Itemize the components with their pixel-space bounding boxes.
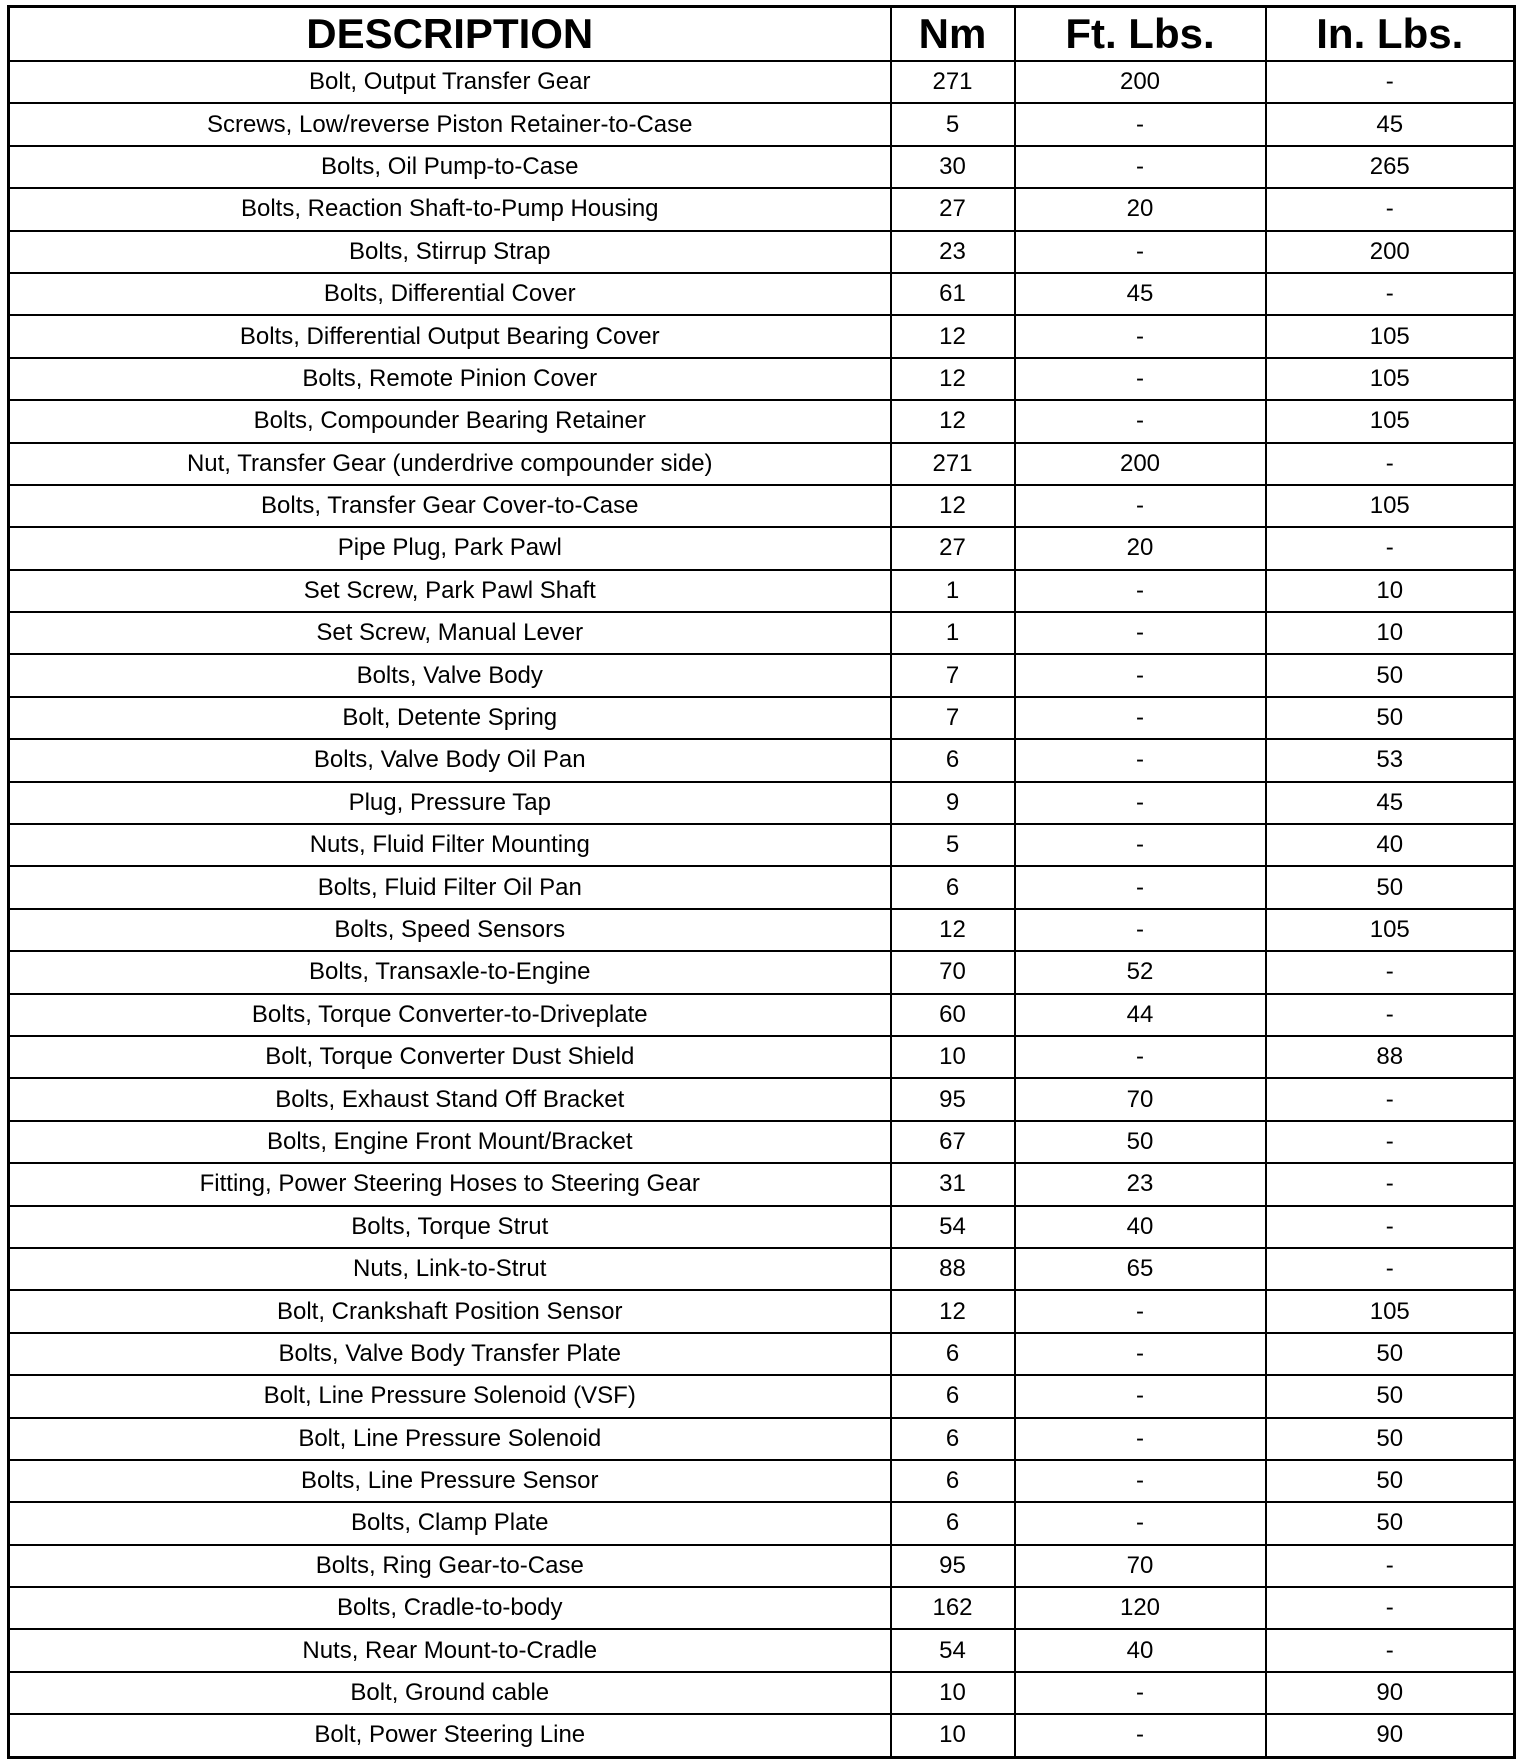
cell-description: Set Screw, Park Pawl Shaft — [9, 570, 891, 612]
table-row — [9, 570, 1515, 612]
cell-nm: 12 — [891, 400, 1015, 442]
cell-description: Plug, Pressure Tap — [9, 782, 891, 824]
cell-description: Bolts, Valve Body Oil Pan — [9, 739, 891, 781]
cell-nm: 12 — [891, 485, 1015, 527]
cell-nm: 61 — [891, 273, 1015, 315]
cell-ft-lbs: - — [1015, 739, 1266, 781]
cell-description: Nuts, Link-to-Strut — [9, 1248, 891, 1290]
cell-ft-lbs: 44 — [1015, 994, 1266, 1036]
cell-in-lbs: - — [1266, 1121, 1515, 1163]
cell-in-lbs: 50 — [1266, 1375, 1515, 1417]
cell-description: Bolts, Valve Body Transfer Plate — [9, 1333, 891, 1375]
cell-nm: 95 — [891, 1078, 1015, 1120]
cell-in-lbs: - — [1266, 994, 1515, 1036]
cell-ft-lbs: 65 — [1015, 1248, 1266, 1290]
cell-nm: 7 — [891, 697, 1015, 739]
cell-ft-lbs: - — [1015, 654, 1266, 696]
cell-in-lbs: 105 — [1266, 315, 1515, 357]
header-in-lbs: In. Lbs. — [1266, 7, 1515, 62]
cell-in-lbs: - — [1266, 1248, 1515, 1290]
cell-nm: 23 — [891, 231, 1015, 273]
table-row — [9, 1545, 1515, 1587]
cell-in-lbs: - — [1266, 1163, 1515, 1205]
cell-ft-lbs: - — [1015, 866, 1266, 908]
cell-ft-lbs: 20 — [1015, 188, 1266, 230]
cell-nm: 70 — [891, 951, 1015, 993]
table-row — [9, 994, 1515, 1036]
cell-description: Nuts, Rear Mount-to-Cradle — [9, 1629, 891, 1671]
cell-in-lbs: 50 — [1266, 1418, 1515, 1460]
cell-ft-lbs: - — [1015, 909, 1266, 951]
cell-ft-lbs: - — [1015, 231, 1266, 273]
cell-ft-lbs: 200 — [1015, 443, 1266, 485]
cell-ft-lbs: 40 — [1015, 1206, 1266, 1248]
cell-ft-lbs: 50 — [1015, 1121, 1266, 1163]
cell-in-lbs: 200 — [1266, 231, 1515, 273]
cell-ft-lbs: - — [1015, 103, 1266, 145]
cell-in-lbs: - — [1266, 527, 1515, 569]
cell-description: Nuts, Fluid Filter Mounting — [9, 824, 891, 866]
cell-ft-lbs: - — [1015, 697, 1266, 739]
cell-nm: 1 — [891, 612, 1015, 654]
cell-nm: 12 — [891, 1290, 1015, 1332]
table-header-row — [9, 7, 1515, 62]
cell-ft-lbs: 52 — [1015, 951, 1266, 993]
cell-nm: 27 — [891, 188, 1015, 230]
cell-in-lbs: 265 — [1266, 146, 1515, 188]
cell-nm: 6 — [891, 739, 1015, 781]
cell-nm: 54 — [891, 1629, 1015, 1671]
torque-spec-sheet — [7, 5, 1513, 1759]
cell-nm: 7 — [891, 654, 1015, 696]
cell-description: Bolt, Output Transfer Gear — [9, 61, 891, 103]
cell-in-lbs: - — [1266, 1629, 1515, 1671]
table-row — [9, 612, 1515, 654]
cell-nm: 271 — [891, 61, 1015, 103]
cell-in-lbs: 88 — [1266, 1036, 1515, 1078]
cell-ft-lbs: - — [1015, 1714, 1266, 1757]
cell-description: Bolts, Ring Gear-to-Case — [9, 1545, 891, 1587]
table-body — [9, 61, 1515, 1757]
cell-in-lbs: 50 — [1266, 1333, 1515, 1375]
cell-ft-lbs: - — [1015, 824, 1266, 866]
cell-nm: 12 — [891, 909, 1015, 951]
cell-in-lbs: 53 — [1266, 739, 1515, 781]
cell-description: Bolts, Differential Cover — [9, 273, 891, 315]
cell-in-lbs: - — [1266, 951, 1515, 993]
cell-in-lbs: 105 — [1266, 358, 1515, 400]
cell-description: Fitting, Power Steering Hoses to Steering Gear — [9, 1163, 891, 1205]
table-row — [9, 1078, 1515, 1120]
cell-ft-lbs: - — [1015, 1036, 1266, 1078]
table-row — [9, 61, 1515, 103]
cell-description: Bolts, Compounder Bearing Retainer — [9, 400, 891, 442]
cell-in-lbs: 105 — [1266, 909, 1515, 951]
cell-description: Bolt, Crankshaft Position Sensor — [9, 1290, 891, 1332]
cell-ft-lbs: 200 — [1015, 61, 1266, 103]
cell-description: Bolts, Engine Front Mount/Bracket — [9, 1121, 891, 1163]
cell-ft-lbs: 70 — [1015, 1545, 1266, 1587]
cell-description: Bolts, Remote Pinion Cover — [9, 358, 891, 400]
cell-description: Bolts, Oil Pump-to-Case — [9, 146, 891, 188]
cell-nm: 12 — [891, 315, 1015, 357]
table-row — [9, 1290, 1515, 1332]
table-row — [9, 782, 1515, 824]
cell-ft-lbs: - — [1015, 1290, 1266, 1332]
cell-nm: 5 — [891, 103, 1015, 145]
cell-nm: 6 — [891, 1418, 1015, 1460]
table-row — [9, 146, 1515, 188]
cell-ft-lbs: - — [1015, 315, 1266, 357]
cell-nm: 271 — [891, 443, 1015, 485]
table-row — [9, 697, 1515, 739]
table-row — [9, 1375, 1515, 1417]
table-row — [9, 654, 1515, 696]
cell-ft-lbs: - — [1015, 485, 1266, 527]
cell-description: Bolts, Reaction Shaft-to-Pump Housing — [9, 188, 891, 230]
cell-nm: 30 — [891, 146, 1015, 188]
table-row — [9, 273, 1515, 315]
cell-ft-lbs: 70 — [1015, 1078, 1266, 1120]
table-row — [9, 824, 1515, 866]
cell-ft-lbs: - — [1015, 1672, 1266, 1714]
table-row — [9, 1121, 1515, 1163]
table-row — [9, 400, 1515, 442]
cell-description: Bolts, Speed Sensors — [9, 909, 891, 951]
cell-description: Bolts, Clamp Plate — [9, 1502, 891, 1544]
cell-nm: 6 — [891, 866, 1015, 908]
cell-description: Pipe Plug, Park Pawl — [9, 527, 891, 569]
cell-in-lbs: 105 — [1266, 1290, 1515, 1332]
cell-description: Bolts, Differential Output Bearing Cover — [9, 315, 891, 357]
cell-in-lbs: 10 — [1266, 612, 1515, 654]
cell-nm: 88 — [891, 1248, 1015, 1290]
header-nm: Nm — [891, 7, 1015, 62]
cell-description: Bolts, Transfer Gear Cover-to-Case — [9, 485, 891, 527]
cell-in-lbs: 40 — [1266, 824, 1515, 866]
torque-spec-table — [7, 5, 1516, 1759]
table-row — [9, 1629, 1515, 1671]
cell-nm: 54 — [891, 1206, 1015, 1248]
table-row — [9, 527, 1515, 569]
cell-nm: 95 — [891, 1545, 1015, 1587]
cell-in-lbs: 50 — [1266, 697, 1515, 739]
cell-nm: 10 — [891, 1714, 1015, 1757]
cell-nm: 1 — [891, 570, 1015, 612]
cell-in-lbs: - — [1266, 188, 1515, 230]
table-row — [9, 188, 1515, 230]
cell-in-lbs: 45 — [1266, 782, 1515, 824]
cell-ft-lbs: - — [1015, 612, 1266, 654]
cell-nm: 6 — [891, 1502, 1015, 1544]
cell-ft-lbs: 20 — [1015, 527, 1266, 569]
cell-description: Bolt, Detente Spring — [9, 697, 891, 739]
cell-in-lbs: - — [1266, 1587, 1515, 1629]
cell-description: Bolts, Fluid Filter Oil Pan — [9, 866, 891, 908]
cell-in-lbs: 10 — [1266, 570, 1515, 612]
cell-ft-lbs: - — [1015, 358, 1266, 400]
table-row — [9, 1418, 1515, 1460]
cell-nm: 5 — [891, 824, 1015, 866]
cell-in-lbs: 50 — [1266, 654, 1515, 696]
cell-in-lbs: 50 — [1266, 1460, 1515, 1502]
header-ft-lbs: Ft. Lbs. — [1015, 7, 1266, 62]
table-row — [9, 443, 1515, 485]
cell-description: Bolt, Power Steering Line — [9, 1714, 891, 1757]
cell-in-lbs: 105 — [1266, 400, 1515, 442]
table-row — [9, 951, 1515, 993]
cell-nm: 6 — [891, 1375, 1015, 1417]
table-row — [9, 1672, 1515, 1714]
cell-nm: 10 — [891, 1036, 1015, 1078]
cell-in-lbs: 50 — [1266, 1502, 1515, 1544]
cell-in-lbs: 90 — [1266, 1714, 1515, 1757]
cell-ft-lbs: 120 — [1015, 1587, 1266, 1629]
cell-ft-lbs: - — [1015, 400, 1266, 442]
cell-ft-lbs: 40 — [1015, 1629, 1266, 1671]
cell-description: Bolt, Ground cable — [9, 1672, 891, 1714]
cell-nm: 6 — [891, 1460, 1015, 1502]
cell-in-lbs: 45 — [1266, 103, 1515, 145]
cell-nm: 6 — [891, 1333, 1015, 1375]
cell-nm: 67 — [891, 1121, 1015, 1163]
cell-description: Bolt, Line Pressure Solenoid — [9, 1418, 891, 1460]
cell-in-lbs: - — [1266, 1078, 1515, 1120]
table-row — [9, 1460, 1515, 1502]
cell-description: Bolt, Line Pressure Solenoid (VSF) — [9, 1375, 891, 1417]
table-row — [9, 1248, 1515, 1290]
table-row — [9, 739, 1515, 781]
table-row — [9, 866, 1515, 908]
cell-description: Bolts, Transaxle-to-Engine — [9, 951, 891, 993]
cell-description: Bolts, Torque Converter-to-Driveplate — [9, 994, 891, 1036]
cell-ft-lbs: - — [1015, 570, 1266, 612]
table-row — [9, 1714, 1515, 1757]
cell-ft-lbs: 45 — [1015, 273, 1266, 315]
cell-ft-lbs: - — [1015, 1460, 1266, 1502]
cell-nm: 10 — [891, 1672, 1015, 1714]
cell-ft-lbs: - — [1015, 146, 1266, 188]
table-row — [9, 315, 1515, 357]
cell-nm: 12 — [891, 358, 1015, 400]
cell-ft-lbs: - — [1015, 1502, 1266, 1544]
table-row — [9, 485, 1515, 527]
cell-description: Bolts, Line Pressure Sensor — [9, 1460, 891, 1502]
cell-ft-lbs: 23 — [1015, 1163, 1266, 1205]
cell-in-lbs: - — [1266, 443, 1515, 485]
table-row — [9, 1587, 1515, 1629]
cell-in-lbs: - — [1266, 1206, 1515, 1248]
cell-description: Bolts, Stirrup Strap — [9, 231, 891, 273]
cell-ft-lbs: - — [1015, 1418, 1266, 1460]
table-row — [9, 1502, 1515, 1544]
cell-in-lbs: 105 — [1266, 485, 1515, 527]
table-row — [9, 358, 1515, 400]
cell-description: Bolts, Torque Strut — [9, 1206, 891, 1248]
cell-description: Screws, Low/reverse Piston Retainer-to-Case — [9, 103, 891, 145]
cell-in-lbs: 50 — [1266, 866, 1515, 908]
table-row — [9, 1036, 1515, 1078]
cell-description: Set Screw, Manual Lever — [9, 612, 891, 654]
cell-nm: 9 — [891, 782, 1015, 824]
cell-description: Bolt, Torque Converter Dust Shield — [9, 1036, 891, 1078]
cell-in-lbs: - — [1266, 273, 1515, 315]
cell-in-lbs: - — [1266, 1545, 1515, 1587]
cell-description: Nut, Transfer Gear (underdrive compounder side) — [9, 443, 891, 485]
cell-nm: 31 — [891, 1163, 1015, 1205]
table-row — [9, 231, 1515, 273]
cell-in-lbs: - — [1266, 61, 1515, 103]
table-row — [9, 1333, 1515, 1375]
header-description: DESCRIPTION — [9, 7, 891, 62]
cell-nm: 27 — [891, 527, 1015, 569]
cell-nm: 60 — [891, 994, 1015, 1036]
cell-description: Bolts, Exhaust Stand Off Bracket — [9, 1078, 891, 1120]
table-row — [9, 1206, 1515, 1248]
cell-ft-lbs: - — [1015, 1375, 1266, 1417]
table-row — [9, 1163, 1515, 1205]
table-row — [9, 103, 1515, 145]
cell-description: Bolts, Valve Body — [9, 654, 891, 696]
cell-description: Bolts, Cradle-to-body — [9, 1587, 891, 1629]
cell-ft-lbs: - — [1015, 1333, 1266, 1375]
table-row — [9, 909, 1515, 951]
cell-in-lbs: 90 — [1266, 1672, 1515, 1714]
cell-nm: 162 — [891, 1587, 1015, 1629]
cell-ft-lbs: - — [1015, 782, 1266, 824]
